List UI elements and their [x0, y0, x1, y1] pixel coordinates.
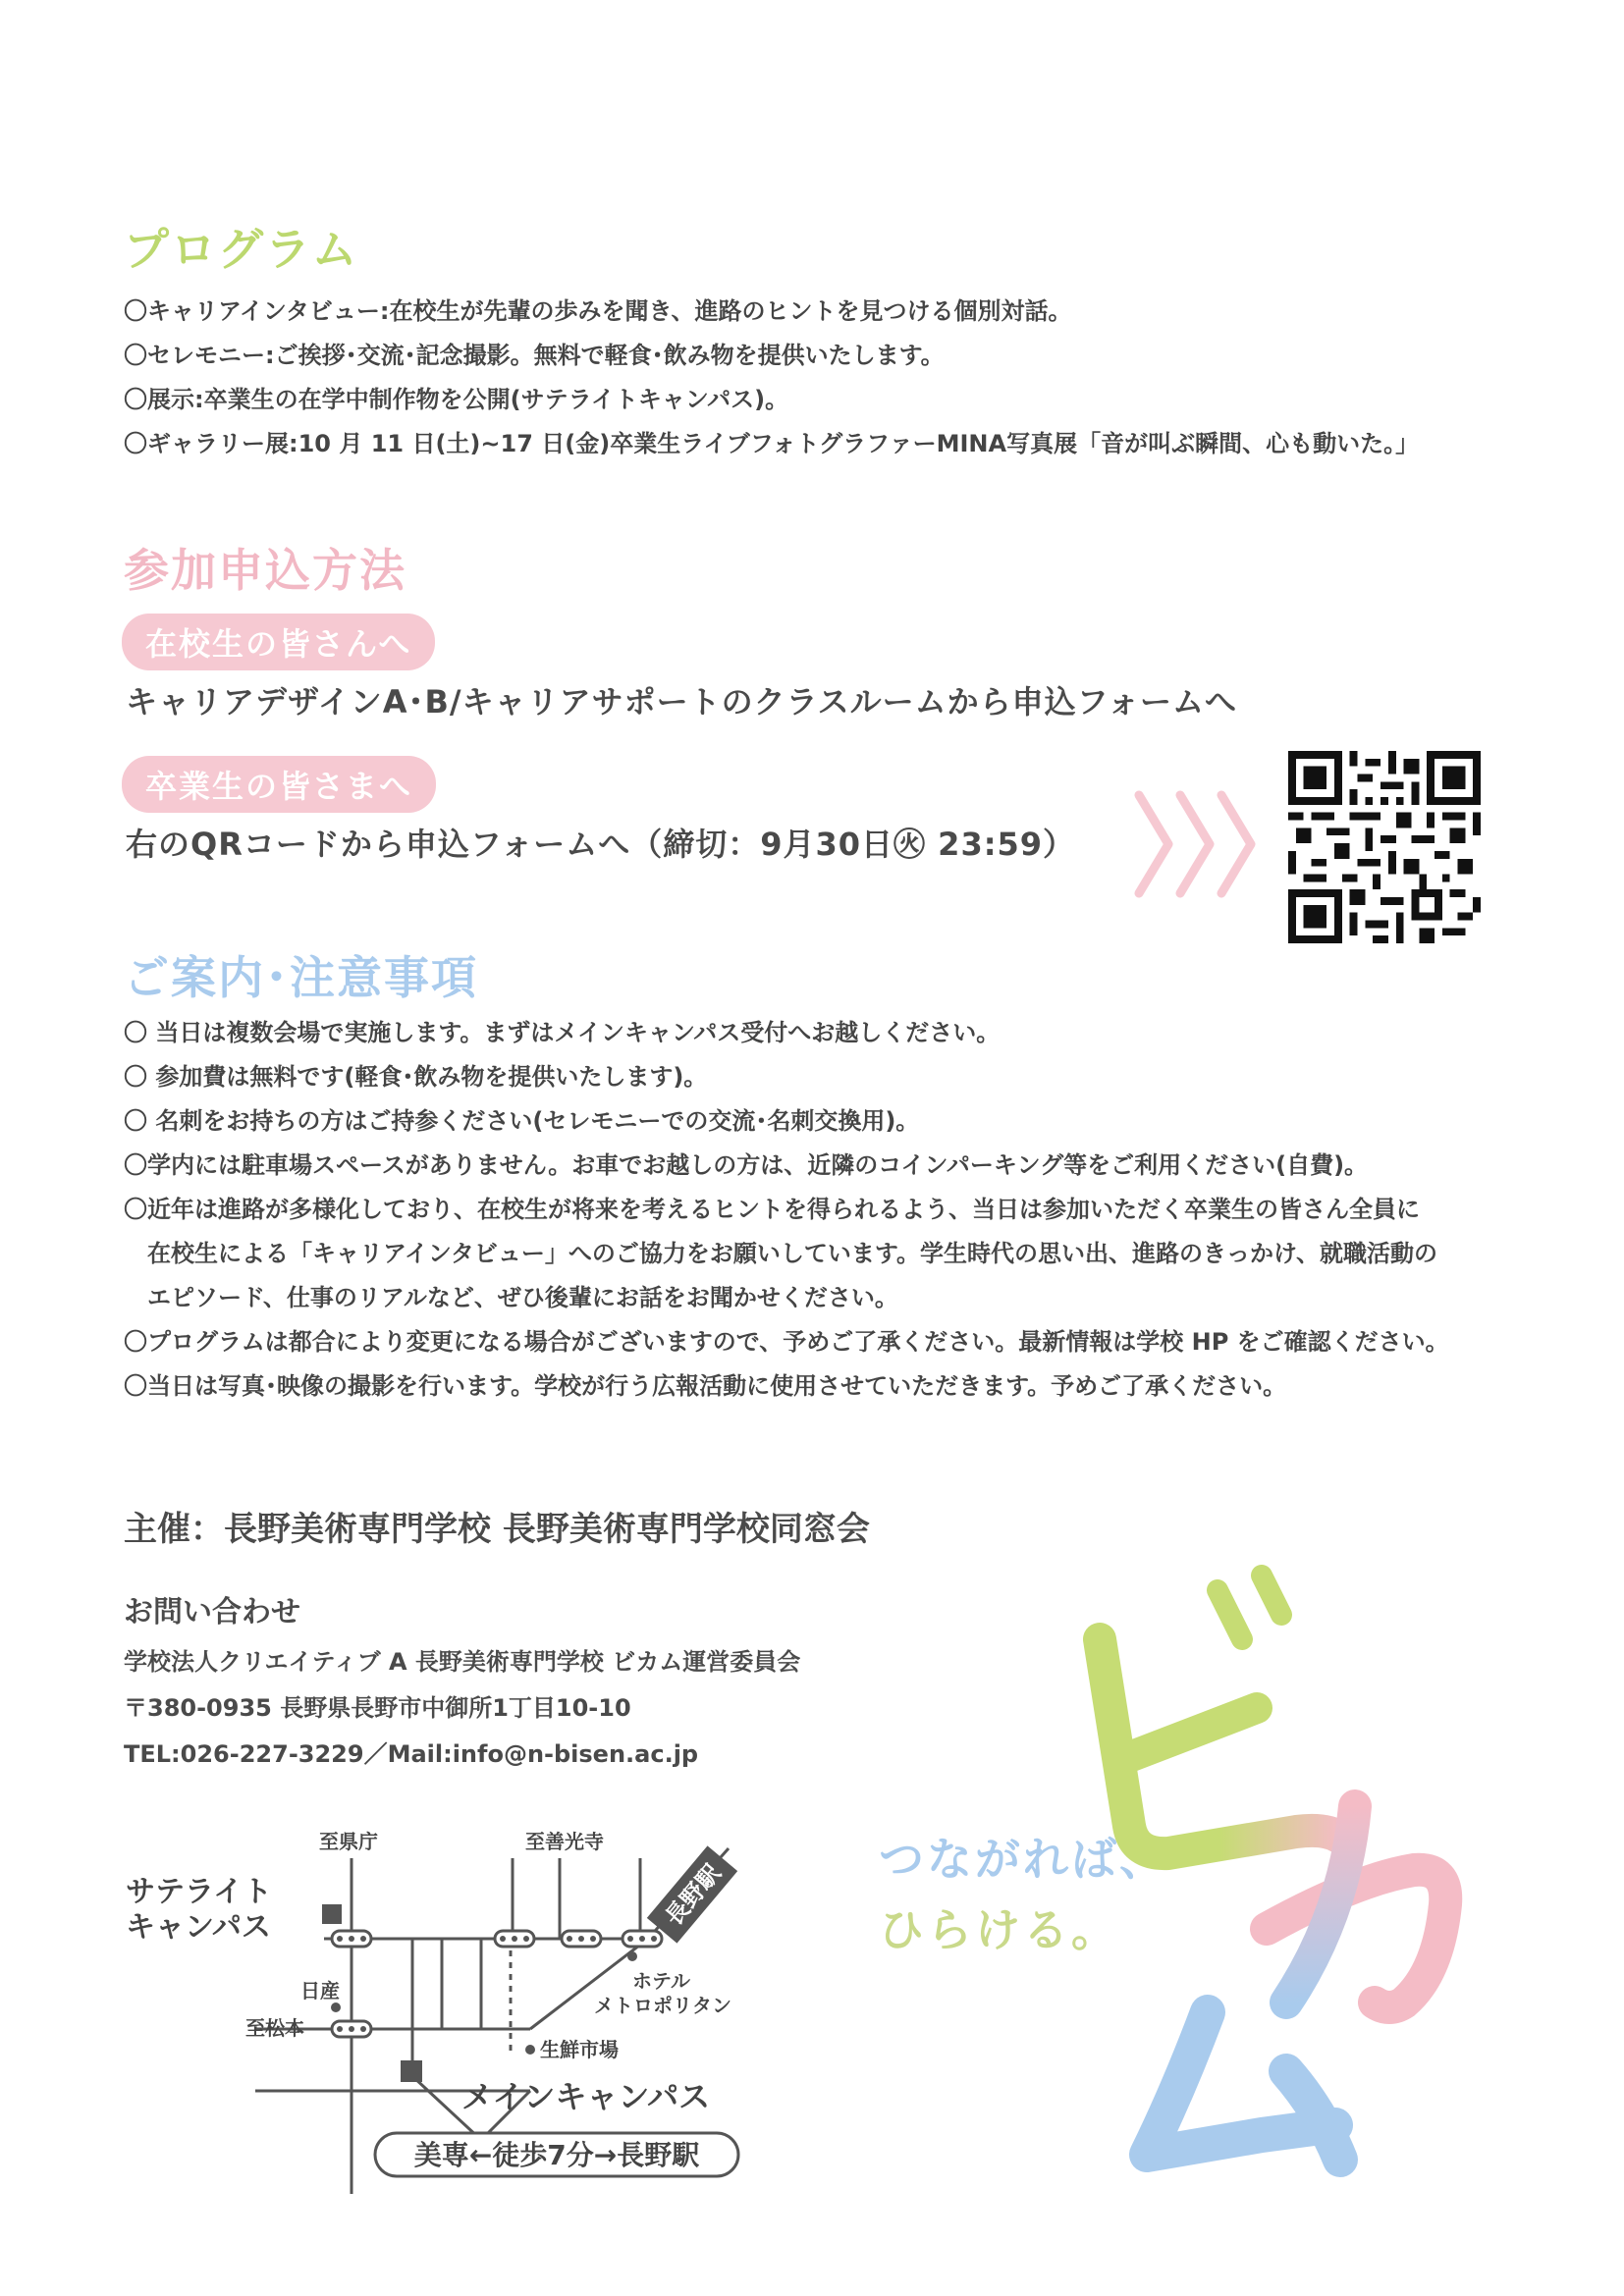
list-item: 〇セレモニー:ご挨拶･交流･記念撮影。無料で軽食･飲み物を提供いたします。	[124, 342, 945, 369]
map-label-zenkoji: 至善光寺	[525, 1830, 604, 1853]
list-item: 在校生による「キャリアインタビュー」へのご協力をお願いしています。学生時代の思い出、進路のきっかけ、就職活動の	[124, 1240, 1437, 1267]
map-label-prefecture: 至県庁	[319, 1830, 378, 1853]
map-label-main-campus: メインキャンパス	[461, 2078, 711, 2115]
organizer-line: 主催：長野美術専門学校 長野美術専門学校同窓会	[124, 1510, 870, 1549]
alumni-pill: 卒業生の皆さまへ	[122, 756, 436, 813]
list-item: 〇当日は写真･映像の撮影を行います。学校が行う広報活動に使用させていただきます。予めご了承ください。	[124, 1372, 1287, 1400]
contact-heading: お問い合わせ	[124, 1595, 300, 1629]
tagline-line2: ひらける。	[879, 1903, 1119, 1956]
map-label-market: 生鮮市場	[540, 2038, 619, 2061]
contact-block	[124, 1639, 800, 1778]
list-item: 〇学内には駐車場スペースがありません。お車でお越しの方は、近隣のコインパーキング等をご利用ください(自費)。	[124, 1151, 1369, 1179]
list-item: 〇近年は進路が多様化しており、在校生が将来を考えるヒントを得られるよう、当日は参加いただく卒業生の皆さん全員に	[124, 1196, 1420, 1223]
map-label-hotel-2: メトロポリタン	[594, 1994, 731, 2017]
alumni-apply-text: 右のQRコードから申込フォームへ（締切：9月30日㊋ 23:59）	[126, 826, 1076, 863]
list-item: 〇ギャラリー展:10 月 11 日(土)~17 日(金)卒業生ライブフォトグラファーMINA写真展「音が叫ぶ瞬間、心も動いた。」	[124, 430, 1420, 457]
map-walk-label: 美専←徒歩7分→長野駅	[413, 2139, 700, 2171]
map-label-nissan: 日産	[300, 1979, 340, 2002]
notes-heading: ご案内･注意事項	[124, 951, 478, 1004]
map-label-hotel-1: ホテル	[632, 1969, 690, 1993]
contact-address: 〒380-0935 長野県長野市中御所1丁目10-10	[124, 1694, 631, 1722]
bikamu-logo	[1060, 1541, 1512, 2189]
list-item: 〇 参加費は無料です(軽食･飲み物を提供いたします)。	[124, 1063, 708, 1091]
list-item: 〇 名刺をお持ちの方はご持参ください(セレモニーでの交流･名刺交換用)。	[124, 1107, 920, 1135]
map-label-satellite-1: サテライト	[126, 1875, 273, 1909]
map-station-label: 長野駅	[659, 1859, 727, 1932]
tagline-line1: つながれば、	[879, 1833, 1167, 1886]
map-label-matsumoto: 至松本	[245, 2016, 304, 2040]
qr-code-icon[interactable]	[1288, 751, 1481, 943]
list-item: 〇キャリアインタビュー:在校生が先輩の歩みを聞き、進路のヒントを見つける個別対話。	[124, 297, 1072, 325]
students-pill: 在校生の皆さんへ	[122, 614, 435, 670]
students-apply-text: キャリアデザインA･B/キャリアサポートのクラスルームから申込フォームへ	[126, 683, 1238, 721]
list-item: 〇プログラムは都合により変更になる場合がございますので、予めご了承ください。最新情報は学校 HP をご確認ください。	[124, 1328, 1449, 1356]
program-heading: プログラム	[124, 223, 359, 276]
notes-list	[124, 1011, 1449, 1409]
apply-heading: 参加申込方法	[124, 544, 406, 597]
contact-org: 学校法人クリエイティブ A 長野美術専門学校 ビカム運営委員会	[124, 1648, 801, 1676]
access-map	[118, 1821, 766, 2214]
list-item: 〇展示:卒業生の在学中制作物を公開(サテライトキャンパス)。	[124, 386, 789, 413]
contact-tel-mail[interactable]: TEL:026-227-3229／Mail:info@n-bisen.ac.jp	[124, 1740, 699, 1768]
program-list	[124, 290, 1419, 466]
chevron-arrows-icon	[1129, 785, 1267, 903]
list-item: 〇 当日は複数会場で実施します。まずはメインキャンパス受付へお越しください。	[124, 1019, 1001, 1046]
map-label-satellite-2: キャンパス	[126, 1910, 271, 1945]
list-item: エピソード、仕事のリアルなど、ぜひ後輩にお話をお聞かせください。	[124, 1284, 898, 1311]
